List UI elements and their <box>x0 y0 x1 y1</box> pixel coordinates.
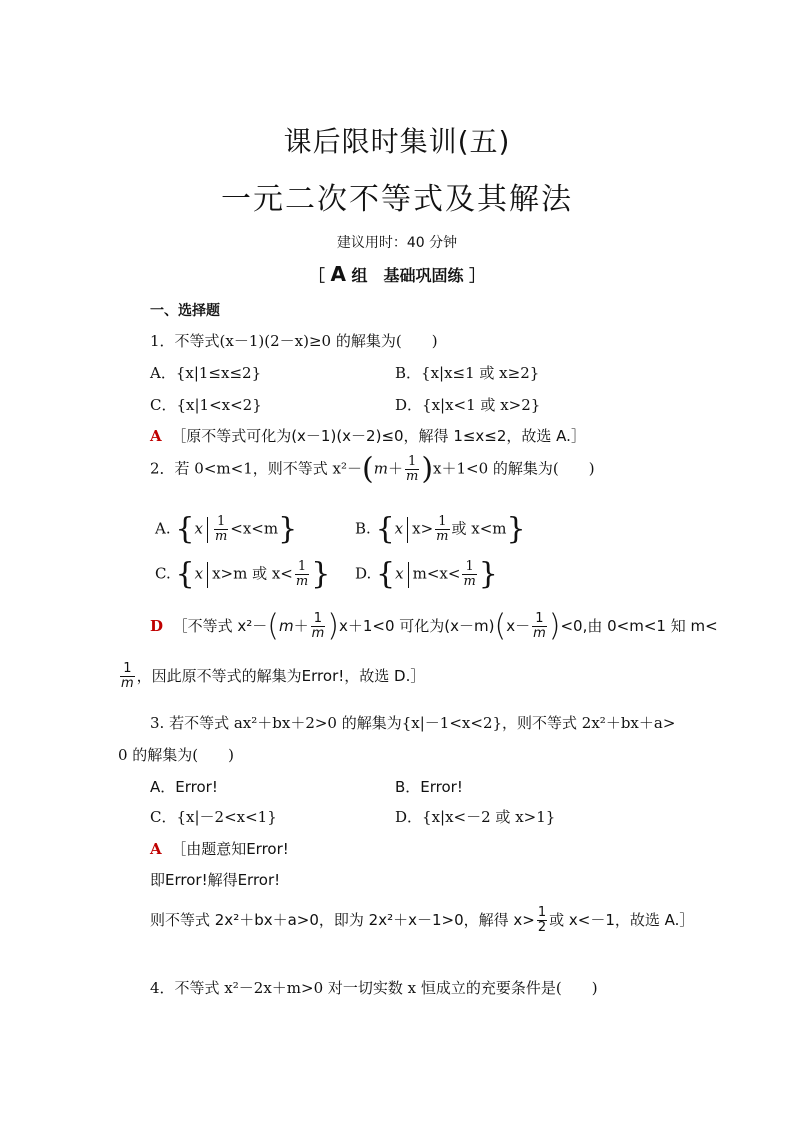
q3-option-a: A．Error! <box>150 778 218 796</box>
q3-answer: A ［由题意知Error! <box>150 840 289 858</box>
group-bracket-right: ］ <box>469 266 486 285</box>
q2-option-c: C. {x x>m 或 x< $\frac{1}{m}$ } <box>155 556 331 592</box>
fraction: $\frac{1}{m}$ <box>405 454 419 484</box>
group-name: 组 基础巩固练 <box>351 266 464 285</box>
q2-stem: 2．若 0<m<1，则不等式 x²－(m＋ $\frac{1}{m}$ )x＋1<0 的解集为( ) <box>150 451 595 487</box>
q1-answer-letter: A <box>150 427 162 445</box>
q3-stem-line1: 3. 若不等式 ax²＋bx＋2>0 的解集为{x|－1<x<2}，则不等式 2x²＋bx＋a> <box>150 714 676 732</box>
q1-option-d: D．{x|x<1 或 x>2} <box>395 396 541 414</box>
suggested-time: 建议用时：40 分钟 <box>336 235 458 251</box>
q2-option-d: D. {x m<x< $\frac{1}{m}$ } <box>355 556 498 592</box>
q2-option-a: A. {x $\frac{1}{m}$ <x<m} <box>155 511 298 547</box>
q2-answer-cont: $\frac{1}{m}$ ，因此原不等式的解集为Error!，故选 D.］ <box>121 661 426 691</box>
q3-stem-line2: 0 的解集为( ) <box>118 746 235 764</box>
q4-stem: 4．不等式 x²－2x＋m>0 对一切实数 x 恒成立的充要条件是( ) <box>150 979 598 997</box>
q1-option-a: A．{x|1≤x≤2} <box>150 364 262 382</box>
group-heading <box>0 262 794 286</box>
q1-answer <box>150 425 586 446</box>
group-letter: A <box>330 262 346 286</box>
q3-option-b: B．Error! <box>395 778 463 796</box>
section-heading: 一、选择题 <box>150 303 220 319</box>
q3-answer-line2: 即Error!解得Error! <box>150 871 281 889</box>
q2-answer: D ［不等式 x²－(m＋ $\frac{1}{m}$ )x＋1<0 可化为(x－m)(x－ $\frac{1}{m}$ )<0,由 0<m<1 知 m< <box>150 608 718 644</box>
q3-option-c: C．{x|－2<x<1} <box>150 808 277 826</box>
q3-answer-line3: 则不等式 2x²＋bx＋a>0，即为 2x²＋x－1>0，解得 x> $\frac{1}{2}$ 或 x<－1，故选 A.］ <box>150 905 695 935</box>
q1-stem: 1．不等式(x－1)(2－x)≥0 的解集为( ) <box>150 332 438 350</box>
q3-option-d: D．{x|x<－2 或 x>1} <box>395 808 556 826</box>
q2-option-b: B. {x x> $\frac{1}{m}$ 或 x<m} <box>355 511 526 547</box>
group-bracket-left: ［ <box>308 266 325 285</box>
page-title: 课后限时集训(五) <box>283 125 511 158</box>
q1-option-c: C．{x|1<x<2} <box>150 396 262 414</box>
q1-option-b: B．{x|x≤1 或 x≥2} <box>395 364 540 382</box>
page-subtitle: 一元二次不等式及其解法 <box>221 182 573 217</box>
q1-answer-text: ［原不等式可化为(x－1)(x－2)≤0，解得 1≤x≤2，故选 A.］ <box>171 427 586 445</box>
